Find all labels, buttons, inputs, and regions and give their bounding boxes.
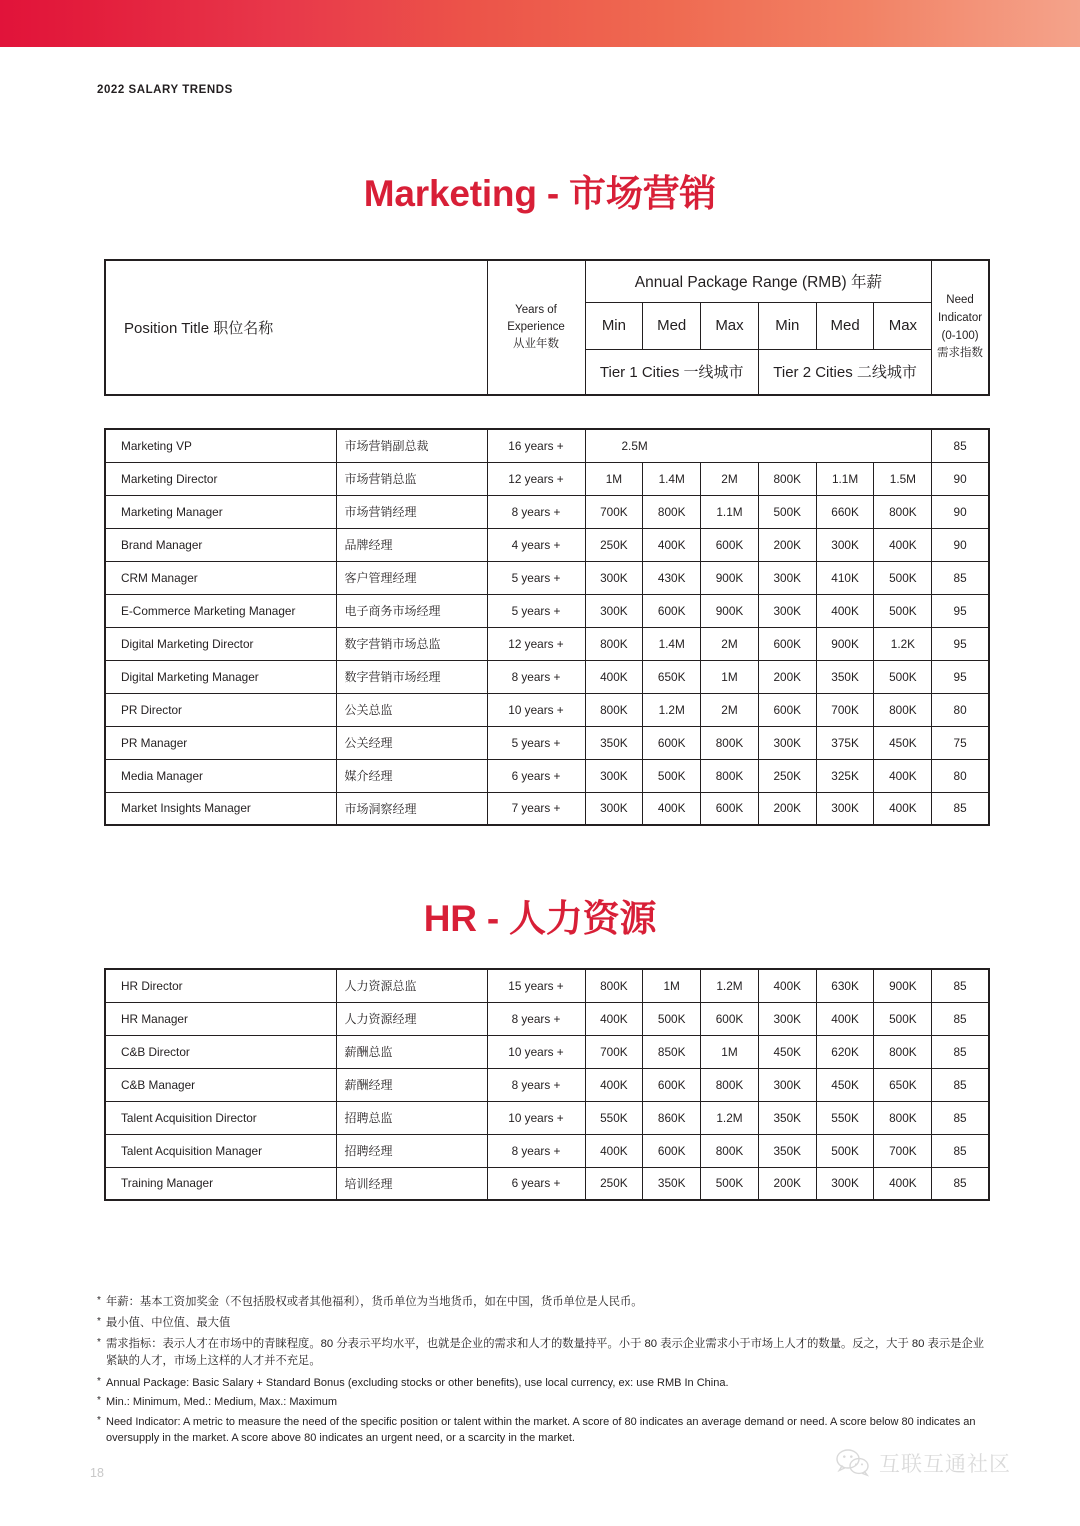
cell-cn: 公关经理 [336, 726, 487, 759]
table-row [105, 429, 989, 462]
cell-years: 8 years + [487, 1068, 585, 1101]
cell-t2max: 500K [874, 1002, 932, 1035]
cell-t2min: 600K [758, 627, 816, 660]
cell-t2med: 300K [816, 792, 874, 825]
cell-t2min: 300K [758, 594, 816, 627]
cell-t2max: 500K [874, 594, 932, 627]
top-banner [0, 0, 1080, 47]
cell-cn: 客户管理经理 [336, 561, 487, 594]
cell-need: 85 [932, 429, 989, 462]
cell-t2min: 200K [758, 660, 816, 693]
table-header-block [104, 259, 984, 396]
cell-years: 5 years + [487, 726, 585, 759]
brand-watermark [836, 1448, 1011, 1478]
cell-cn: 电子商务市场经理 [336, 594, 487, 627]
cell-t1med: 1.2M [643, 693, 701, 726]
footnote-item [97, 1294, 987, 1311]
cell-years: 8 years + [487, 1134, 585, 1167]
cell-t1min: 250K [585, 528, 643, 561]
table-row [105, 792, 989, 825]
cell-t2min: 300K [758, 1068, 816, 1101]
table-row [105, 1035, 989, 1068]
cell-need: 95 [932, 627, 989, 660]
asterisk-icon: * [97, 1295, 101, 1306]
cell-need: 90 [932, 462, 989, 495]
cell-cn: 媒介经理 [336, 759, 487, 792]
cell-t2min: 350K [758, 1134, 816, 1167]
cell-t2med: 550K [816, 1101, 874, 1134]
cell-t1med: 430K [643, 561, 701, 594]
cell-t1min: 300K [585, 792, 643, 825]
cell-t1med: 400K [643, 792, 701, 825]
cell-t1med: 500K [643, 759, 701, 792]
running-head: 2022 SALARY TRENDS [97, 84, 233, 96]
cell-t1med: 800K [643, 495, 701, 528]
header-tier2-cities: Tier 2 Cities 二线城市 [758, 349, 931, 395]
cell-years: 12 years + [487, 462, 585, 495]
cell-cn: 人力资源总监 [336, 969, 487, 1002]
cell-t2min: 350K [758, 1101, 816, 1134]
footnote-text: Annual Package: Basic Salary + Standard Bonus (excluding stocks or other benefits), use local currency, ex: use RMB In China. [106, 1377, 729, 1389]
cell-need: 85 [932, 1134, 989, 1167]
cell-en: Training Manager [105, 1167, 336, 1200]
section-title-marketing: Marketing - 市场营销 [363, 173, 717, 214]
brand-name: 互联互通社区 [879, 1453, 1011, 1476]
cell-t1min: 800K [585, 693, 643, 726]
footnote-text: 年薪：基本工资加奖金（不包括股权或者其他福利），货币单位为当地货币，如在中国，货币单位是人民币。 [106, 1296, 643, 1308]
cell-years: 15 years + [487, 969, 585, 1002]
cell-t1min: 800K [585, 969, 643, 1002]
cell-t2max: 400K [874, 792, 932, 825]
cell-t2min: 200K [758, 528, 816, 561]
cell-t1med: 1M [643, 969, 701, 1002]
cell-cn: 数字营销市场总监 [336, 627, 487, 660]
cell-t2med: 325K [816, 759, 874, 792]
header-tier1-max: Max [701, 302, 759, 349]
cell-t2max: 700K [874, 1134, 932, 1167]
cell-cn: 薪酬总监 [336, 1035, 487, 1068]
cell-t1min: 300K [585, 594, 643, 627]
footnotes-chinese [97, 1294, 987, 1374]
cell-t2med: 300K [816, 1167, 874, 1200]
cell-t1min: 1M [585, 462, 643, 495]
cell-en: Brand Manager [105, 528, 336, 561]
cell-need: 95 [932, 594, 989, 627]
cell-en: PR Director [105, 693, 336, 726]
cell-t1med: 350K [643, 1167, 701, 1200]
asterisk-icon: * [97, 1315, 101, 1327]
table-row [105, 1068, 989, 1101]
table-row [105, 1101, 989, 1134]
cell-years: 5 years + [487, 561, 585, 594]
header-tier2-min: Min [758, 302, 816, 349]
cell-t1max: 600K [701, 528, 759, 561]
footnotes-english [97, 1375, 987, 1449]
cell-t2med: 300K [816, 528, 874, 561]
cell-years: 12 years + [487, 627, 585, 660]
cell-en: Digital Marketing Manager [105, 660, 336, 693]
cell-t1max: 2M [701, 627, 759, 660]
cell-need: 85 [932, 1002, 989, 1035]
salary-table-header [104, 259, 990, 396]
cell-en: Media Manager [105, 759, 336, 792]
cell-t2max: 500K [874, 561, 932, 594]
cell-t2med: 400K [816, 1002, 874, 1035]
cell-en: PR Manager [105, 726, 336, 759]
footnote-item [97, 1394, 987, 1410]
asterisk-icon: * [97, 1336, 101, 1348]
cell-t1min: 800K [585, 627, 643, 660]
cell-years: 6 years + [487, 1167, 585, 1200]
asterisk-icon: * [97, 1414, 101, 1426]
table-row [105, 594, 989, 627]
cell-t1med: 600K [643, 1134, 701, 1167]
cell-en: Marketing Manager [105, 495, 336, 528]
cell-t2med: 620K [816, 1035, 874, 1068]
header-position-title: Position Title 职位名称 [105, 260, 487, 395]
cell-t2min: 450K [758, 1035, 816, 1068]
cell-t2min: 500K [758, 495, 816, 528]
cell-t2min: 300K [758, 1002, 816, 1035]
cell-t1max: 600K [701, 1002, 759, 1035]
cell-en: HR Director [105, 969, 336, 1002]
cell-t2max: 800K [874, 1101, 932, 1134]
header-tier1-cities: Tier 1 Cities 一线城市 [585, 349, 758, 395]
cell-t1max: 800K [701, 759, 759, 792]
cell-t1min: 350K [585, 726, 643, 759]
cell-t1min: 250K [585, 1167, 643, 1200]
cell-t1min: 400K [585, 1134, 643, 1167]
cell-t1med: 600K [643, 594, 701, 627]
cell-years: 6 years + [487, 759, 585, 792]
table-row [105, 495, 989, 528]
page-number: 18 [90, 1466, 104, 1480]
cell-en: CRM Manager [105, 561, 336, 594]
header-annual-package-range: Annual Package Range (RMB) 年薪 [585, 260, 932, 302]
cell-t1min: 300K [585, 561, 643, 594]
cell-en: Digital Marketing Director [105, 627, 336, 660]
cell-years: 8 years + [487, 660, 585, 693]
cell-need: 90 [932, 495, 989, 528]
table-row [105, 528, 989, 561]
years-line-2: Experience [507, 321, 565, 334]
header-need-indicator [932, 260, 989, 395]
cell-t1max: 1.1M [701, 495, 759, 528]
cell-t2max: 1.2K [874, 627, 932, 660]
cell-t2med: 375K [816, 726, 874, 759]
cell-years: 16 years + [487, 429, 585, 462]
table-row [105, 759, 989, 792]
cell-t1max: 800K [701, 1068, 759, 1101]
cell-cn: 公关总监 [336, 693, 487, 726]
cell-en: HR Manager [105, 1002, 336, 1035]
cell-t1max: 600K [701, 792, 759, 825]
years-line-3: 从业年数 [513, 337, 559, 350]
footnote-text: 需求指标：表示人才在市场中的青睐程度。80 分表示平均水平，也就是企业的需求和人才的数量持平。小于 80 表示企业需求小于市场上人才的数量。反之，大于 80 表示是企业紧缺的人才，市场上这样的人才并不充足。 [106, 1337, 985, 1367]
table-row [105, 462, 989, 495]
cell-cn: 招聘总监 [336, 1101, 487, 1134]
cell-t1min: 400K [585, 1068, 643, 1101]
header-tier1-med: Med [643, 302, 701, 349]
cell-t2min: 200K [758, 792, 816, 825]
marketing-table-block [104, 428, 978, 826]
cell-need: 95 [932, 660, 989, 693]
asterisk-icon: * [97, 1395, 101, 1407]
hr-table-block [104, 968, 978, 1201]
cell-t2min: 300K [758, 561, 816, 594]
cell-years: 10 years + [487, 693, 585, 726]
cell-en: E-Commerce Marketing Manager [105, 594, 336, 627]
cell-need: 80 [932, 759, 989, 792]
cell-need: 75 [932, 726, 989, 759]
header-tier1-min: Min [585, 302, 643, 349]
cell-years: 10 years + [487, 1101, 585, 1134]
cell-t1max: 500K [701, 1167, 759, 1200]
cell-years: 8 years + [487, 495, 585, 528]
cell-t1med: 400K [643, 528, 701, 561]
cell-en: Talent Acquisition Manager [105, 1134, 336, 1167]
cell-t1med: 1.4M [643, 627, 701, 660]
cell-t2max: 800K [874, 1035, 932, 1068]
cell-need: 85 [932, 561, 989, 594]
cell-years: 7 years + [487, 792, 585, 825]
cell-t2min: 250K [758, 759, 816, 792]
years-line-1: Years of [515, 304, 557, 317]
cell-t1max: 900K [701, 561, 759, 594]
cell-need: 85 [932, 1035, 989, 1068]
cell-t2med: 900K [816, 627, 874, 660]
cell-t2max: 500K [874, 660, 932, 693]
footnote-text: 最小值、中位值、最大值 [106, 1316, 231, 1329]
cell-t1med: 600K [643, 1068, 701, 1101]
wechat-icon [836, 1448, 870, 1478]
cell-t2med: 500K [816, 1134, 874, 1167]
cell-need: 85 [932, 1101, 989, 1134]
footnote-item [97, 1315, 987, 1332]
marketing-salary-table [104, 428, 990, 826]
cell-t2min: 200K [758, 1167, 816, 1200]
cell-t2med: 700K [816, 693, 874, 726]
table-row [105, 693, 989, 726]
footnote-item [97, 1414, 987, 1447]
need-line-3: (0-100) [941, 329, 979, 342]
cell-t2max: 800K [874, 693, 932, 726]
cell-years: 5 years + [487, 594, 585, 627]
cell-cn: 培训经理 [336, 1167, 487, 1200]
cell-t1med: 1.4M [643, 462, 701, 495]
cell-t1max: 1M [701, 1035, 759, 1068]
cell-need: 85 [932, 792, 989, 825]
cell-cn: 数字营销市场经理 [336, 660, 487, 693]
need-line-2: Indicator [937, 311, 983, 324]
footnote-text: Min.: Minimum, Med.: Medium, Max.: Maximum [106, 1396, 338, 1409]
table-row [105, 561, 989, 594]
cell-t2max: 800K [874, 495, 932, 528]
table-row [105, 1167, 989, 1200]
cell-t2med: 1.1M [816, 462, 874, 495]
cell-t1med: 2.5M [585, 429, 932, 462]
table-row [105, 660, 989, 693]
cell-t1max: 900K [701, 594, 759, 627]
cell-t1med: 860K [643, 1101, 701, 1134]
cell-en: Marketing Director [105, 462, 336, 495]
cell-t2med: 350K [816, 660, 874, 693]
cell-en: Market Insights Manager [105, 792, 336, 825]
cell-en: C&B Director [105, 1035, 336, 1068]
cell-t2med: 450K [816, 1068, 874, 1101]
cell-t2med: 400K [816, 594, 874, 627]
table-row [105, 726, 989, 759]
cell-en: Talent Acquisition Director [105, 1101, 336, 1134]
cell-cn: 薪酬经理 [336, 1068, 487, 1101]
table-row [105, 1134, 989, 1167]
cell-years: 10 years + [487, 1035, 585, 1068]
cell-t2min: 300K [758, 726, 816, 759]
marketing-table-body [105, 429, 989, 825]
cell-t1med: 500K [643, 1002, 701, 1035]
cell-t1min: 400K [585, 1002, 643, 1035]
cell-t2max: 1.5M [874, 462, 932, 495]
need-line-4: 需求指数 [937, 347, 984, 360]
section-title-hr: HR - 人力资源 [423, 898, 657, 939]
cell-t1max: 800K [701, 726, 759, 759]
cell-need: 85 [932, 1167, 989, 1200]
cell-t1med: 850K [643, 1035, 701, 1068]
header-years-of-experience [487, 260, 585, 395]
cell-t2max: 650K [874, 1068, 932, 1101]
cell-t1max: 1.2M [701, 969, 759, 1002]
cell-t1min: 400K [585, 660, 643, 693]
cell-t2max: 400K [874, 759, 932, 792]
cell-t1max: 1M [701, 660, 759, 693]
need-line-1: Need [946, 293, 974, 306]
cell-t1med: 650K [643, 660, 701, 693]
header-tier2-max: Max [874, 302, 932, 349]
cell-t1min: 550K [585, 1101, 643, 1134]
cell-t1min: 700K [585, 1035, 643, 1068]
hr-table-body [105, 969, 989, 1200]
cell-need: 85 [932, 969, 989, 1002]
table-row [105, 1002, 989, 1035]
cell-t2med: 410K [816, 561, 874, 594]
cell-t1min: 700K [585, 495, 643, 528]
cell-t2med: 660K [816, 495, 874, 528]
cell-cn: 市场洞察经理 [336, 792, 487, 825]
cell-t1max: 800K [701, 1134, 759, 1167]
cell-cn: 招聘经理 [336, 1134, 487, 1167]
cell-need: 90 [932, 528, 989, 561]
cell-cn: 品牌经理 [336, 528, 487, 561]
cell-t2med: 630K [816, 969, 874, 1002]
cell-years: 8 years + [487, 1002, 585, 1035]
cell-t2min: 400K [758, 969, 816, 1002]
footnote-item [97, 1375, 987, 1391]
cell-cn: 市场营销副总裁 [336, 429, 487, 462]
footnote-text: Need Indicator: A metric to measure the need of the specific position or talent within the market. A score of 80 indicates an average demand or need. A score below 80 indicates an oversupply in the market. A score above 80 indicates an urgent need, or a scarcity in the market. [106, 1415, 976, 1444]
cell-years: 4 years + [487, 528, 585, 561]
cell-need: 80 [932, 693, 989, 726]
table-row [105, 627, 989, 660]
cell-en: C&B Manager [105, 1068, 336, 1101]
footnote-item [97, 1336, 987, 1370]
cell-en: Marketing VP [105, 429, 336, 462]
cell-cn: 市场营销总监 [336, 462, 487, 495]
cell-t1min: 300K [585, 759, 643, 792]
cell-t1med: 600K [643, 726, 701, 759]
cell-t1max: 2M [701, 693, 759, 726]
cell-t2max: 450K [874, 726, 932, 759]
header-tier2-med: Med [816, 302, 874, 349]
hr-salary-table [104, 968, 990, 1201]
cell-cn: 人力资源经理 [336, 1002, 487, 1035]
cell-need: 85 [932, 1068, 989, 1101]
cell-t2max: 900K [874, 969, 932, 1002]
table-row [105, 969, 989, 1002]
cell-cn: 市场营销经理 [336, 495, 487, 528]
cell-t2max: 400K [874, 1167, 932, 1200]
cell-t2min: 600K [758, 693, 816, 726]
cell-t1max: 1.2M [701, 1101, 759, 1134]
asterisk-icon: * [97, 1376, 101, 1387]
cell-t1max: 2M [701, 462, 759, 495]
cell-t2max: 400K [874, 528, 932, 561]
cell-t2min: 800K [758, 462, 816, 495]
